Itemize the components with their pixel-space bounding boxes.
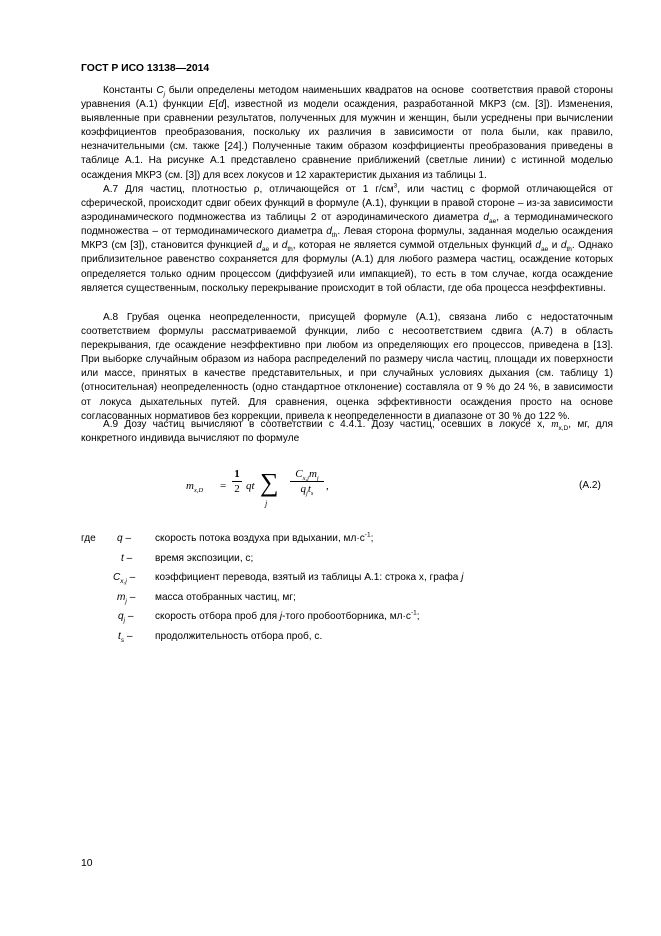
paragraph-text: А.7 Для частиц, плотностью ρ, отличающейся от 1 $г/см^3$, или частиц с формой отличающейся от сферической, происходит сдвиг обеих функций в формуле (А.1), функции в правой стороне – из-за зависимости аэродинамического подмножества из таблицы 2 от аэродинамического диаметра $d_{ae}$, а термодинамического подмножества – от термодинамического диаметра $d_{th}$. Левая сторона формулы, заданная моделью осаждения МКРЗ (см [3]), становится функцией $d_{ae}$ и $d_{th}$, которая не является суммой отдельных функций $d_{ae}$ и $d_{th}$. Однако приблизительное равенство сохраняется для формулы (А.1) для любого размера частиц, осаждение которых определяется только одним процессом (диффузией или импакцией), то есть в том случае, когда осаждение является существенным, поскольку перекрывание происходит в той области, где оба процесса неэффективны. [81,182,614,294]
definition-symbol: $m_j$ – [117,591,136,605]
definition-text: скорость отбора проб для j-того пробоотборника, $мл\cdot с^{-1}$; [155,610,420,623]
formula-label: (А.2) [579,480,601,491]
definition-symbol: t – [121,552,133,564]
definition-text: скорость потока воздуха при вдыхании, $мл\cdot с^{-1}$; [155,531,374,544]
formula-fraction-main: $C_{x,j}m_j$ $q_jt_s$ [290,468,324,497]
paragraph-a9 [81,418,613,446]
paragraph-text: А.8 Грубая оценка неопределенности, присущей формуле (А.1), связана либо с недостаточным соответствием формулы рассматриваемой функции, либо с несоответствием сдвига (А.7) в область перекрывания, где осаждение неэффективно при любом из определяющих его процессов, приведена в [13]. При выборке случайным образом из набора распределений по размеру числа частиц, площади их поверхности или массе, принятых в качестве представительных, и при случайных условиях дыхания (см. таблицу 1) (относительная) неопределенность (одно стандартное отклонение) составляла от 9 % до 24 %, в зависимости от локуса дыхательных путей. Для сравнения, оценка эффективности осаждения просто на основе согласованных нормативов без коррекции, привела к неопределенности в диапазоне от 30 % до 122 %. [81,312,613,422]
formula-sum-sign: ∑ [260,468,279,497]
formula-equals: = [220,480,227,492]
document-header: ГОСТ Р ИСО 13138—2014 [81,63,210,74]
definition-symbol: q – [117,533,132,544]
definition-text: коэффициент перевода, взятый из таблицы А.1: строка x, графа j [155,572,464,584]
definitions-where: где [81,533,96,544]
formula-lhs: $m_{x,D}$ [186,480,204,495]
definition-text: время экспозиции, с; [155,552,254,564]
formula-a2 [186,468,376,512]
paragraph-constants [81,84,613,183]
formula-fraction-half: $\frac{1}{2}$ [232,468,242,496]
definition-symbol: $C_{x,j}$ – [113,572,136,586]
paragraph-a7 [81,183,613,296]
paragraph-text: А.9 Дозу частиц вычисляют в соответствии с 4.4.1. Дозу частиц, осевших в локусе x, $m_{x,D}$, мг, для конкретного индивида вычисляют по формуле [81,419,613,445]
formula-comma: , [326,480,329,492]
definition-text: продолжительность отбора проб, с. [155,630,323,642]
definition-text: масса отобранных частиц, мг; [155,591,296,603]
formula-sum-index: j [265,499,268,508]
paragraph-text: Константы $C_j$ были определены методом наименьших квадратов на основе соответствия правой стороны уравнения (А.1) функции E[d], известной из модели осаждения, разработанной МКРЗ (см. [3]). Изменения, выявленные при сравнении результатов, полученных для мужчин и женщин, были усреднены при вычислении коэффициентов преобразования, поскольку их различия в зависимости от пола были, как правило, незначительными (см. также [24].) Полученные таким образом коэффициенты преобразования приведены в таблице А.1. На рисунке А.1 представлено сравнение приближений (светлые линии) с истинной моделью осаждения МКРЗ (см. [3]) для всех локусов и 12 характеристик дыхания из таблицы 1. [81,85,614,181]
page-number: 10 [81,858,93,869]
formula-qt: qt [246,480,255,492]
definition-symbol: $q_j$ – [118,611,134,625]
definition-symbol: $t_s$ – [118,630,133,644]
paragraph-a8 [81,311,613,424]
